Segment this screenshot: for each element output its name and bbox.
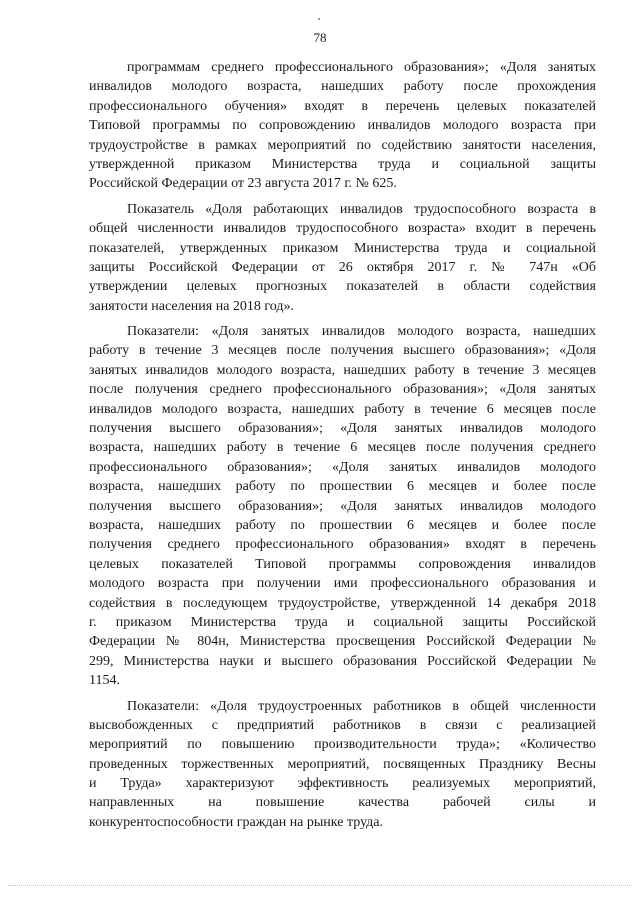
text-line: показателей, утвержденных приказом Министерства труда и социальной — [89, 240, 596, 256]
text-line: Российской Федерации от 23 августа 2017 г. № 625. — [89, 176, 397, 192]
text-line: проведенных торжественных мероприятий, посвященных Празднику Весны — [89, 756, 596, 772]
text-line: направленных на повышение качества рабочей силы и — [89, 795, 596, 811]
text-line: утвержденной приказом Министерства труда и социальной защиты — [89, 156, 596, 172]
text-line: инвалидов молодого возраста, нашедших работу в течение 6 месяцев после — [89, 401, 596, 417]
text-line: работу в течение 3 месяцев после получения высшего образования»; «Доля — [89, 343, 596, 359]
text-line: занятых инвалидов молодого возраста, нашедших работу в течение 3 месяцев — [89, 362, 596, 378]
text-line: утверждении целевых прогнозных показателей в области содействия — [89, 279, 596, 295]
text-line: Показатели: «Доля трудоустроенных работников в общей численности — [127, 698, 596, 714]
text-line: трудоустройстве в рамках мероприятий по содействию занятости населения, — [89, 137, 596, 153]
text-line: молодого возраста при получении ими профессионального образования и — [89, 576, 596, 592]
text-line: возраста, нашедших работу по прошествии 6 месяцев и более после — [89, 517, 596, 533]
text-line: и Труда» характеризуют эффективность реализуемых мероприятий, — [89, 776, 596, 792]
text-line: мероприятий по повышению производительности труда»; «Количество — [89, 737, 596, 753]
text-line: целевых показателей Типовой программы сопровождения инвалидов — [89, 556, 596, 572]
text-line: Показатель «Доля работающих инвалидов трудоспособного возраста в — [127, 201, 596, 217]
text-line: получения высшего образования»; «Доля занятых инвалидов молодого — [89, 421, 596, 437]
text-line: профессионального обучения» входят в перечень целевых показателей — [89, 98, 596, 114]
scan-artifact-line — [8, 885, 632, 887]
text-line: г. приказом Министерства труда и социальной защиты Российской — [89, 614, 596, 630]
text-line: программам среднего профессионального образования»; «Доля занятых — [127, 60, 596, 75]
text-line: защиты Российской Федерации от 26 октября 2017 г. № 747н «Об — [89, 259, 596, 275]
paragraph — [89, 697, 596, 833]
text-line: инвалидов молодого возраста, нашедших работу после прохождения — [89, 79, 596, 95]
text-line: профессионального образования»; «Доля занятых инвалидов молодого — [89, 459, 596, 475]
text-line: Показатели: «Доля занятых инвалидов молодого возраста, нашедших — [127, 324, 596, 340]
text-line: содействия в последующем трудоустройстве, утвержденной 14 декабря 2018 — [89, 595, 596, 611]
text-line: 1154. — [89, 673, 120, 689]
paragraph — [89, 58, 596, 194]
text-line: Федерации № 804н, Министерства просвещения Российской Федерации № — [89, 634, 596, 650]
paragraph — [89, 322, 596, 690]
page-number: 78 — [313, 30, 327, 45]
body-text — [89, 58, 596, 838]
text-line: возраста, нашедших работу в течение 6 месяцев после получения среднего — [89, 440, 596, 456]
text-line: занятости населения на 2018 год». — [89, 298, 295, 314]
text-line: после получения среднего профессионального образования»; «Доля занятых — [89, 382, 596, 398]
text-line: Типовой программы по сопровождению инвалидов молодого возраста при — [89, 118, 596, 134]
text-line: общей численности инвалидов трудоспособного возраста» входит в перечень — [89, 221, 596, 237]
text-line: конкурентоспособности граждан на рынке труда. — [89, 814, 384, 830]
text-line: 299, Министерства науки и высшего образования Российской Федерации № — [89, 653, 596, 669]
text-line: возраста, нашедших работу по прошествии 6 месяцев и более после — [89, 479, 596, 495]
scan-speck — [318, 18, 320, 20]
text-line: получения среднего профессионального образования» входят в перечень — [89, 537, 596, 553]
text-line: высвобожденных с предприятий работников в связи с реализацией — [89, 717, 596, 733]
text-line: получения высшего образования»; «Доля занятых инвалидов молодого — [89, 498, 596, 514]
paragraph — [89, 200, 596, 316]
